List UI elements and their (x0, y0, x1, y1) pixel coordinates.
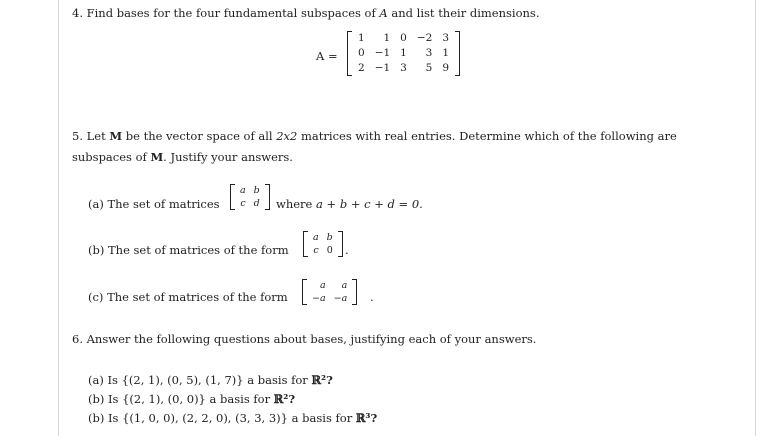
matrix-cell: a (319, 280, 326, 291)
q5c-matrix (302, 279, 357, 305)
question-4 (72, 6, 539, 20)
q6-item-label: (b) Is (88, 392, 119, 406)
q6-item-space: ℝ³? (355, 411, 378, 425)
left-bracket (230, 184, 235, 210)
matrix-cell: a (313, 232, 319, 243)
matrix-cell: 9 (442, 62, 450, 74)
matrix-cell: a (341, 280, 348, 291)
matrix-cell: 1 (358, 32, 365, 44)
q5a-equation: a + b + c + d = 0. (316, 197, 423, 211)
q4-matrix-label: A = (316, 49, 338, 63)
matrix-cell: 0 (358, 47, 365, 59)
matrix-cell: c (313, 245, 319, 256)
q6-item-label: (a) Is (88, 373, 118, 387)
q5b-matrix (303, 231, 343, 257)
q5-prefix: 5. Let (72, 129, 106, 143)
q5a-matrix (230, 184, 270, 210)
right-bracket (338, 231, 343, 257)
q6-item-space: ℝ²? (273, 392, 296, 406)
matrix-cell: b (326, 232, 333, 243)
matrix-cell: 1 (400, 47, 407, 59)
right-bracket (455, 31, 460, 76)
matrix-cell: a (240, 185, 246, 196)
matrix-cell: 1 (383, 32, 391, 44)
q6-item-space: ℝ²? (311, 373, 333, 387)
q6-item-set: {(2, 1), (0, 5), (1, 7)} (121, 373, 244, 387)
matrix-cell: −1 (374, 62, 391, 74)
q6-item (88, 392, 295, 406)
matrix-cell: 3 (400, 62, 407, 74)
q5b-period: . (345, 243, 349, 257)
right-bracket (265, 184, 270, 210)
q6-item-mid: a basis for (209, 392, 271, 406)
q5-dim: 2x2 (276, 129, 298, 143)
q5-mid: be the vector space of all (125, 129, 273, 143)
q5-line-2 (72, 150, 293, 164)
matrix-cell: d (253, 198, 260, 209)
q5-line2-prefix: subspaces of (72, 150, 147, 164)
q5c-period: . (370, 290, 374, 304)
q5-line-1 (72, 129, 677, 143)
q5-suffix: matrices with real entries. Determine which of the following are (301, 129, 677, 143)
q4-matrix (347, 31, 460, 76)
q6-item (88, 373, 333, 387)
matrix-cell: 0 (400, 32, 407, 44)
matrix-cell: b (253, 185, 260, 196)
q6-item-set: {(2, 1), (0, 0)} (122, 392, 206, 406)
q5-line2-suffix: . Justify your answers. (163, 150, 293, 164)
matrix-cell: 0 (326, 245, 333, 256)
matrix-cell: 5 (425, 62, 433, 74)
q6-item (88, 411, 377, 425)
matrix-cell: −2 (416, 32, 433, 44)
q6-intro: 6. Answer the following questions about bases, justifying each of your answers. (72, 332, 537, 346)
left-bracket (347, 31, 352, 76)
q5a-where: where (276, 197, 313, 211)
q5b-label: (b) The set of matrices of the form (88, 243, 289, 257)
q6-item-mid: a basis for (291, 411, 353, 425)
q4-var: A (379, 6, 388, 20)
q6-item-mid: a basis for (247, 373, 308, 387)
q6-item-set: {(1, 0, 0), (2, 2, 0), (3, 3, 3)} (122, 411, 288, 425)
q4-prefix: 4. Find bases for the four fundamental subspaces of (72, 6, 376, 20)
q5a-condition (276, 197, 423, 211)
matrix-cell: 1 (442, 47, 450, 59)
q5c-label: (c) The set of matrices of the form (88, 290, 288, 304)
matrix-cell: −a (312, 293, 326, 304)
matrix-cell: −1 (374, 47, 391, 59)
q5-line2-M: M (150, 150, 164, 164)
matrix-cell: 2 (358, 62, 365, 74)
matrix-cell: −a (333, 293, 348, 304)
right-bracket (352, 279, 357, 305)
q5a-label: (a) The set of matrices (88, 197, 220, 211)
matrix-cell: 3 (425, 47, 433, 59)
q6-item-label: (b) Is (88, 411, 119, 425)
q4-suffix: and list their dimensions. (391, 6, 540, 20)
matrix-cell: c (240, 198, 246, 209)
left-bracket (302, 279, 307, 305)
left-bracket (303, 231, 308, 257)
q5-M: M (109, 129, 123, 143)
matrix-cell: 3 (442, 32, 450, 44)
